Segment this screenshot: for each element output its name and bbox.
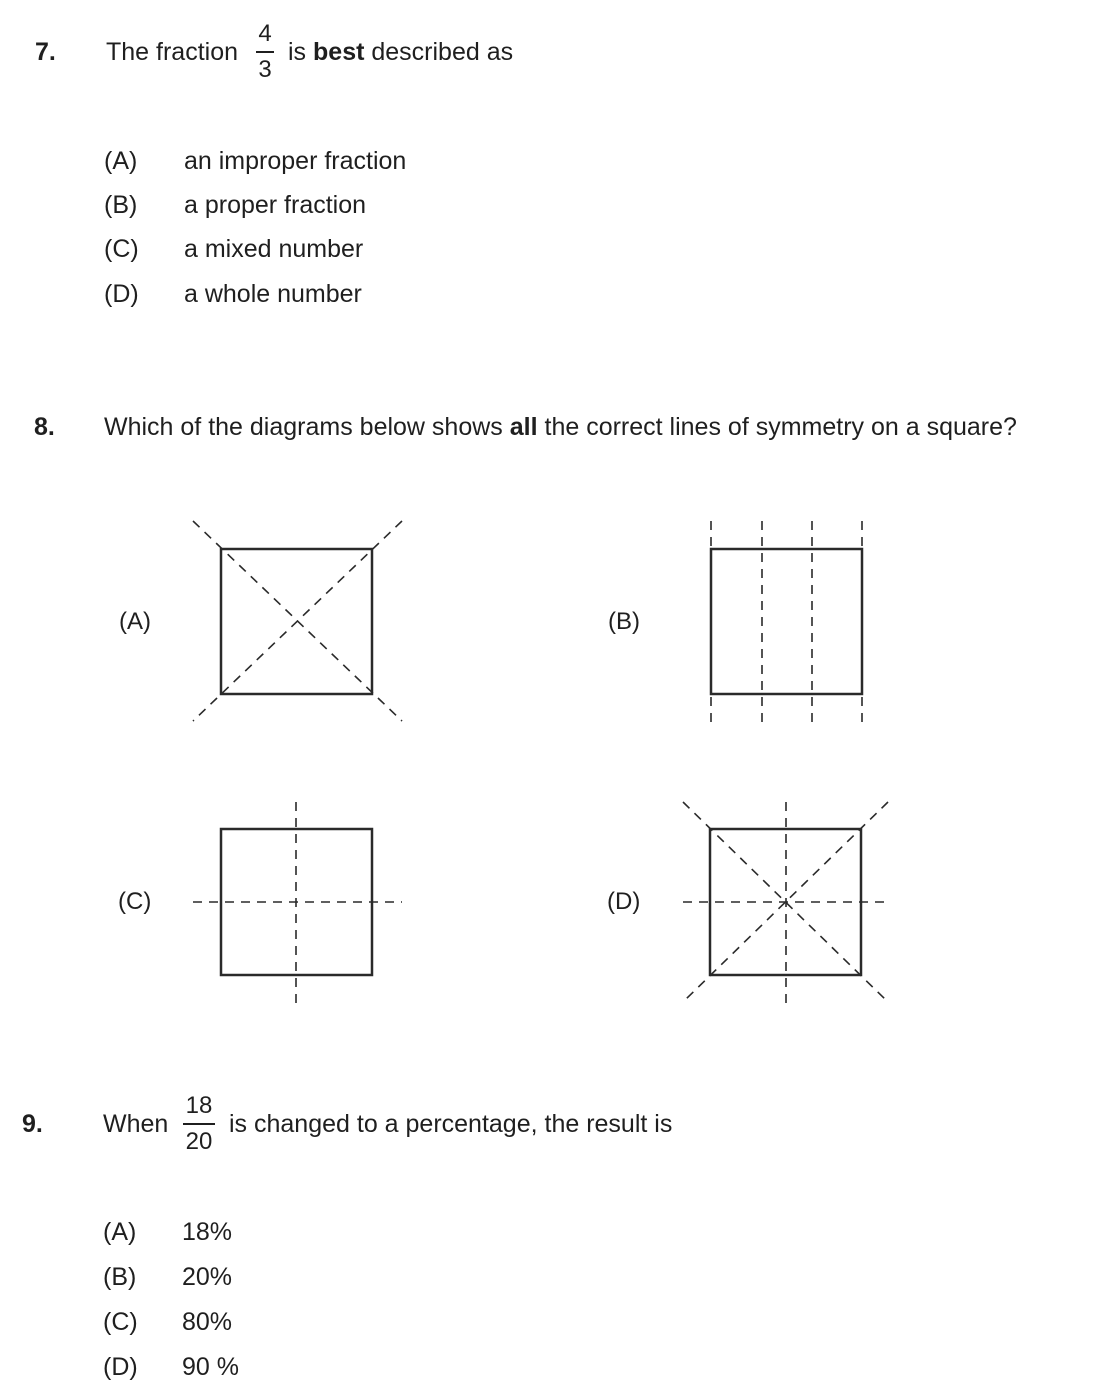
question-text-mid: is: [288, 38, 307, 66]
option-letter: (C): [104, 235, 139, 263]
square-all-symmetry-lines-diagram: [680, 799, 892, 1005]
square-horizontal-vertical-symmetry-diagram: [190, 799, 405, 1005]
option-letter: (D): [103, 1353, 138, 1381]
question-text-after: the correct lines of symmetry on a square?: [544, 413, 1017, 441]
option-text: 80%: [182, 1308, 233, 1336]
diagram-letter: (C): [118, 888, 152, 915]
square-diagonal-symmetry-diagram: [190, 518, 405, 724]
option-text: 20%: [182, 1263, 233, 1291]
option-letter: (A): [103, 1218, 137, 1246]
diagram-letter: (A): [119, 608, 151, 635]
option-text: 18%: [182, 1218, 233, 1246]
option-letter: (B): [104, 191, 138, 219]
question-text-after: described as: [371, 38, 514, 66]
option-text: an improper fraction: [184, 147, 407, 175]
fraction-bar: [256, 51, 274, 53]
fraction-bar: [183, 1123, 215, 1125]
option-letter: (D): [104, 280, 139, 308]
question-number: 8.: [34, 413, 55, 441]
option-letter: (B): [103, 1263, 137, 1291]
question-text-before: The fraction: [106, 38, 239, 66]
question-number: 7.: [35, 38, 56, 66]
question-text-before: When: [103, 1110, 169, 1138]
fraction-denominator: 20: [185, 1128, 213, 1155]
option-letter: (A): [104, 147, 138, 175]
diagram-letter: (D): [607, 888, 641, 915]
question-text-after: is changed to a percentage, the result is: [229, 1110, 673, 1138]
square-vertical-lines-diagram: [700, 518, 872, 724]
option-text: a proper fraction: [184, 191, 367, 219]
question-bold-word: all: [509, 413, 538, 441]
square-outline: [711, 549, 862, 694]
option-text: a mixed number: [184, 235, 364, 263]
fraction-denominator: 3: [258, 56, 272, 83]
question-number: 9.: [22, 1110, 43, 1138]
question-text-before: Which of the diagrams below shows: [104, 413, 503, 441]
option-text: a whole number: [184, 280, 362, 308]
option-letter: (C): [103, 1308, 138, 1336]
question-bold-word: best: [313, 38, 365, 66]
fraction-numerator: 18: [185, 1092, 213, 1119]
diagram-letter: (B): [608, 608, 640, 635]
option-text: 90 %: [182, 1353, 239, 1381]
fraction-numerator: 4: [258, 20, 272, 47]
